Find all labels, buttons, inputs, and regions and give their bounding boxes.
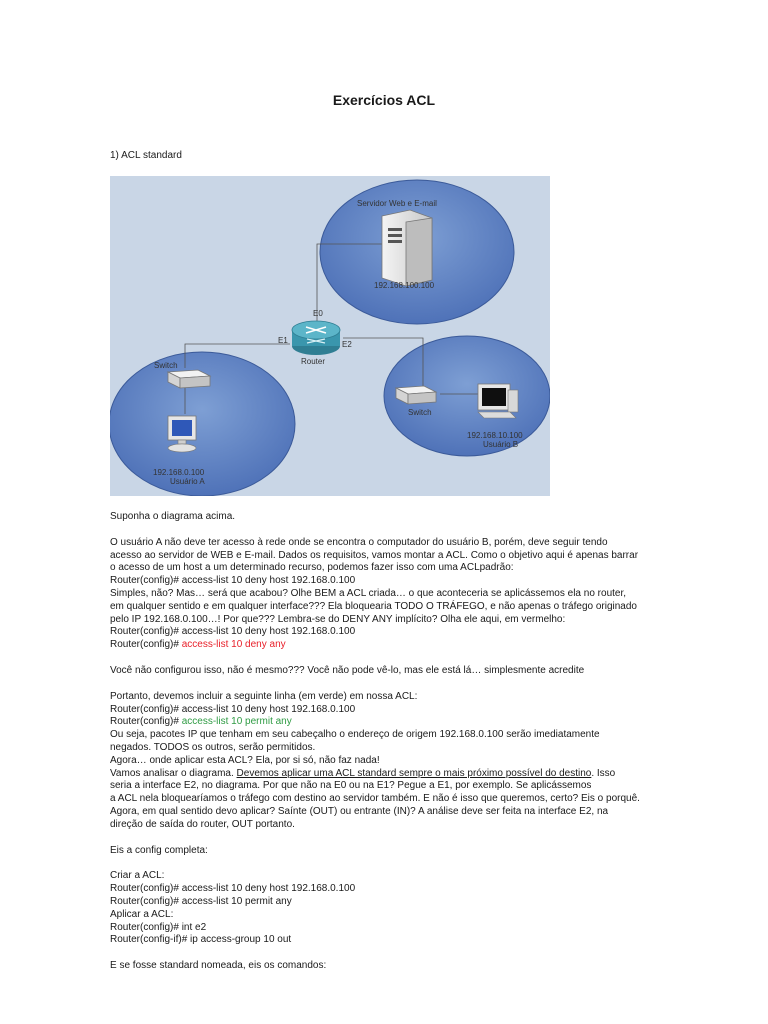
server-icon xyxy=(382,210,432,286)
router-icon xyxy=(292,321,340,355)
network-diagram xyxy=(110,176,550,496)
server-label: Servidor Web e E-mail xyxy=(357,199,437,208)
command-line: Router(config)# access-list 10 deny host 192.168.0.100 xyxy=(110,703,356,715)
user-b-ip: 192.168.10.100 xyxy=(467,431,523,440)
paragraph: Eis a config completa: xyxy=(110,844,208,856)
text-line: O usuário A não deve ter acesso à rede onde se encontra o computador do usuário B, porém, deve seguir tendo xyxy=(110,536,608,548)
text-line: Criar a ACL: xyxy=(110,870,165,882)
command-line: Router(config-if)# ip access-group 10 out xyxy=(110,934,292,946)
user-a-computer-icon xyxy=(168,416,196,452)
command-line: Router(config)# access-list 10 deny host 192.168.0.100 xyxy=(110,883,356,895)
text-line: seria a interface E2, no diagrama. Por que não na E0 ou na E1? Pegue a E1, por exemplo. Se aplicássemos xyxy=(110,780,592,792)
interface-e1-label: E1 xyxy=(278,336,288,345)
command-line: Router(config)# int e2 xyxy=(110,921,207,933)
paragraph: Suponha o diagrama acima. xyxy=(110,511,236,522)
implicit-deny-command: access-list 10 deny any xyxy=(181,639,286,651)
switch-right-label: Switch xyxy=(408,408,432,417)
server-ip: 192.168.100.100 xyxy=(374,281,435,290)
command-line: Router(config)# access-list 10 deny host 192.168.0.100 xyxy=(110,626,356,638)
interface-e2-label: E2 xyxy=(342,340,352,349)
text-line: o acesso de um host a um determinado recurso, podemos fazer isso com uma ACLpadrão: xyxy=(110,562,514,574)
user-b-label: Usuário B xyxy=(483,440,519,449)
network-diagram-svg xyxy=(110,176,550,496)
text-line: Portanto, devemos incluir a seguinte linha (em verde) em nossa ACL: xyxy=(110,690,418,702)
user-a-ip: 192.168.0.100 xyxy=(153,468,205,477)
command-line xyxy=(110,716,670,729)
switch-left-icon xyxy=(168,370,210,388)
user-a-label: Usuário A xyxy=(170,477,205,486)
text-line: a ACL nela bloquearíamos o tráfego com destino ao servidor também. E não é isso que queremos, certo? Eis o porquê. xyxy=(110,793,640,805)
text-line: em qualquer sentido e em qualquer interface??? Ela bloquearia TODO O TRÁFEGO, e não apenas o tráfego originado xyxy=(110,600,637,612)
text-line: Agora, em qual sentido devo aplicar? Saínte (OUT) ou entrante (IN)? A análise deve ser feita na interface E2, na xyxy=(110,805,609,817)
text-line: acesso ao servidor de WEB e E-mail. Dados os requisitos, vamos montar a ACL. Como o objetivo aqui é apenas barrar xyxy=(110,549,639,561)
document-body xyxy=(110,511,670,973)
permit-any-command: access-list 10 permit any xyxy=(181,716,292,728)
command-prompt: Router(config)# xyxy=(110,639,182,651)
text-line: Simples, não? Mas… será que acabou? Olhe BEM a ACL criada… o que aconteceria se aplicássemos ela no router, xyxy=(110,587,627,599)
text-line: pelo IP 192.168.0.100…! Por que??? Lembra-se do DENY ANY implícito? Olha ele aqui, em vermelho: xyxy=(110,613,566,625)
command-line: Router(config)# access-list 10 permit any xyxy=(110,895,292,907)
text-line: negados. TODOS os outros, serão permitidos. xyxy=(110,741,316,753)
page-title: Exercícios ACL xyxy=(332,92,436,108)
switch-left-label: Switch xyxy=(154,361,178,370)
text-line: Aplicar a ACL: xyxy=(110,908,174,920)
text-line: Vamos analisar o diagrama. Devemos aplicar uma ACL standard sempre o mais próximo possível do destino. Isso xyxy=(110,767,616,779)
text-line: Ou seja, pacotes IP que tenham em seu cabeçalho o endereço de origem 192.168.0.100 serão imediatamente xyxy=(110,729,600,741)
command-line: Router(config)# access-list 10 deny host 192.168.0.100 xyxy=(110,575,356,587)
router-label: Router xyxy=(301,357,326,366)
command-line xyxy=(110,639,670,652)
paragraph: E se fosse standard nomeada, eis os comandos: xyxy=(110,960,327,972)
command-prompt: Router(config)# xyxy=(110,716,182,728)
switch-right-icon xyxy=(396,386,436,404)
text-line: direção de saída do router, OUT portanto. xyxy=(110,818,295,830)
section-heading: 1) ACL standard xyxy=(110,150,182,161)
text-line: Agora… onde aplicar esta ACL? Ela, por si só, não faz nada! xyxy=(110,754,380,766)
underlined-rule: Devemos aplicar uma ACL standard sempre o mais próximo possível do destino xyxy=(236,767,592,779)
interface-e0-label: E0 xyxy=(313,309,323,318)
paragraph: Você não configurou isso, não é mesmo??? Você não pode vê-lo, mas ele está lá… simplesmente acredite xyxy=(110,664,585,676)
